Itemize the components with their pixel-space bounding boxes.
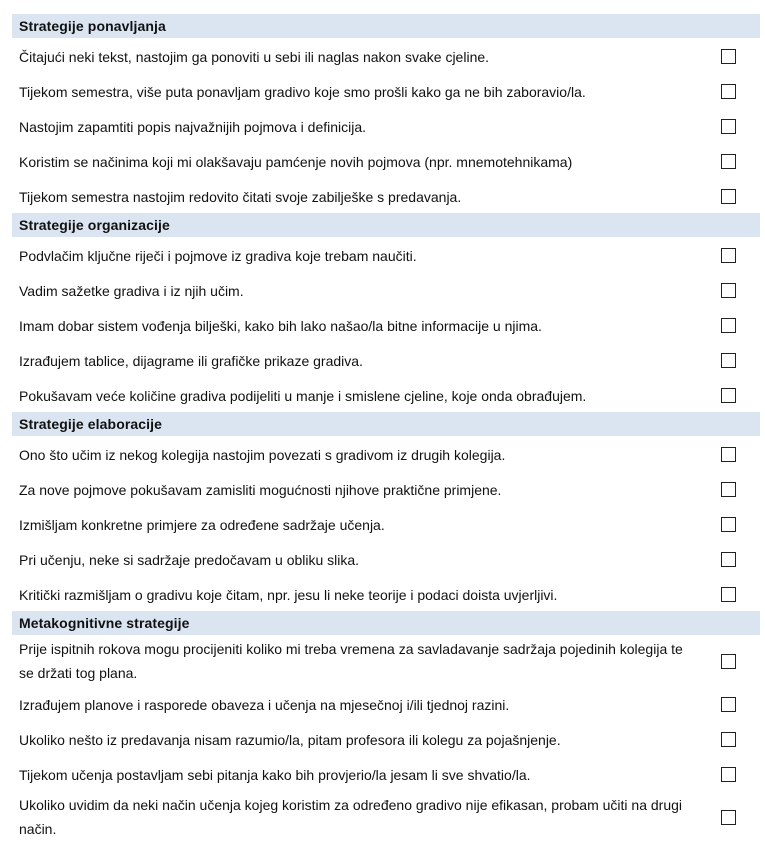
checklist-row bbox=[12, 377, 760, 412]
checkbox[interactable] bbox=[721, 447, 736, 462]
statement-text: Ono što učim iz nekog kolegija nastojim povezati s gradivom iz drugih kolegija. bbox=[19, 447, 506, 463]
statement-text: Izrađujem planove i rasporede obaveza i učenja na mjesečnoj i/ili tjednoj razini. bbox=[19, 697, 510, 713]
statement-text: Izmišljam konkretne primjere za određene sadržaje učenja. bbox=[19, 517, 385, 533]
checkbox[interactable] bbox=[721, 318, 736, 333]
checklist-row bbox=[12, 635, 760, 686]
checkbox[interactable] bbox=[721, 697, 736, 712]
checklist-row bbox=[12, 108, 760, 143]
checklist-row bbox=[12, 307, 760, 342]
statement-text: Izrađujem tablice, dijagrame ili grafičke prikaze gradiva. bbox=[19, 353, 363, 369]
section-title: Strategije elaboracije bbox=[19, 416, 163, 432]
checkbox[interactable] bbox=[721, 552, 736, 567]
statement-text: Tijekom učenja postavljam sebi pitanja kako bih provjerio/la jesam li sve shvatio/la. bbox=[19, 767, 531, 783]
checklist-row bbox=[12, 506, 760, 541]
section-title: Strategije organizacije bbox=[19, 217, 170, 233]
section-header bbox=[12, 412, 760, 436]
statement-text: Tijekom semestra nastojim redovito čitati svoje zabilješke s predavanja. bbox=[19, 189, 462, 205]
statement-text: Ukoliko nešto iz predavanja nisam razumio/la, pitam profesora ili kolegu za pojašnjenje. bbox=[19, 732, 561, 748]
checklist-row bbox=[12, 237, 760, 272]
statement-text: Pokušavam veće količine gradiva podijeliti u manje i smislene cjeline, koje onda obrađujem. bbox=[19, 388, 587, 404]
checkbox[interactable] bbox=[721, 517, 736, 532]
checklist-row bbox=[12, 73, 760, 108]
checklist-row bbox=[12, 791, 760, 842]
checklist-row bbox=[12, 541, 760, 576]
section-header bbox=[12, 14, 760, 38]
checklist-row bbox=[12, 721, 760, 756]
section-header bbox=[12, 611, 760, 635]
checklist-row bbox=[12, 342, 760, 377]
statement-text: Vadim sažetke gradiva i iz njih učim. bbox=[19, 283, 244, 299]
checkbox[interactable] bbox=[721, 154, 736, 169]
checkbox[interactable] bbox=[721, 482, 736, 497]
checklist-row bbox=[12, 38, 760, 73]
checkbox[interactable] bbox=[721, 353, 736, 368]
checkbox[interactable] bbox=[721, 84, 736, 99]
checkbox[interactable] bbox=[721, 119, 736, 134]
strategies-checklist bbox=[12, 14, 760, 842]
section-header bbox=[12, 213, 760, 237]
statement-text: Koristim se načinima koji mi olakšavaju pamćenje novih pojmova (npr. mnemotehnikama) bbox=[19, 154, 573, 170]
section-title: Strategije ponavljanja bbox=[19, 18, 166, 34]
checklist-row bbox=[12, 436, 760, 471]
checklist-row bbox=[12, 272, 760, 307]
statement-text: Nastojim zapamtiti popis najvažnijih pojmova i definicija. bbox=[19, 119, 367, 135]
statement-text: Pri učenju, neke si sadržaje predočavam u obliku slika. bbox=[19, 552, 360, 568]
checkbox[interactable] bbox=[721, 767, 736, 782]
statement-text: Kritički razmišljam o gradivu koje čitam, npr. jesu li neke teorije i podaci doista uvjerljivi. bbox=[19, 587, 558, 603]
checkbox[interactable] bbox=[721, 810, 736, 825]
statement-text: Prije ispitnih rokova mogu procijeniti koliko mi treba vremena za savladavanje sadržaja pojedinih kolegija te se držati tog plana. bbox=[19, 641, 683, 681]
checkbox[interactable] bbox=[721, 248, 736, 263]
checklist-row bbox=[12, 471, 760, 506]
statement-text: Tijekom semestra, više puta ponavljam gradivo koje smo prošli kako ga ne bih zaboravio/la. bbox=[19, 84, 586, 100]
statement-text: Podvlačim ključne riječi i pojmove iz gradiva koje trebam naučiti. bbox=[19, 248, 417, 264]
statement-text: Čitajući neki tekst, nastojim ga ponoviti u sebi ili naglas nakon svake cjeline. bbox=[19, 49, 490, 65]
statement-text: Za nove pojmove pokušavam zamisliti mogućnosti njihove praktične primjene. bbox=[19, 482, 502, 498]
checkbox[interactable] bbox=[721, 654, 736, 669]
checklist-row bbox=[12, 143, 760, 178]
checkbox[interactable] bbox=[721, 49, 736, 64]
checkbox[interactable] bbox=[721, 189, 736, 204]
statement-text: Imam dobar sistem vođenja bilješki, kako bih lako našao/la bitne informacije u njima. bbox=[19, 318, 542, 334]
checklist-row bbox=[12, 178, 760, 213]
checklist-row bbox=[12, 686, 760, 721]
checkbox[interactable] bbox=[721, 388, 736, 403]
statement-text: Ukoliko uvidim da neki način učenja kojeg koristim za određeno gradivo nije efikasan, probam učiti na drugi način. bbox=[19, 797, 683, 837]
checkbox[interactable] bbox=[721, 283, 736, 298]
checklist-row bbox=[12, 756, 760, 791]
checkbox[interactable] bbox=[721, 587, 736, 602]
checklist-row bbox=[12, 576, 760, 611]
checkbox[interactable] bbox=[721, 732, 736, 747]
section-title: Metakognitivne strategije bbox=[19, 615, 190, 631]
